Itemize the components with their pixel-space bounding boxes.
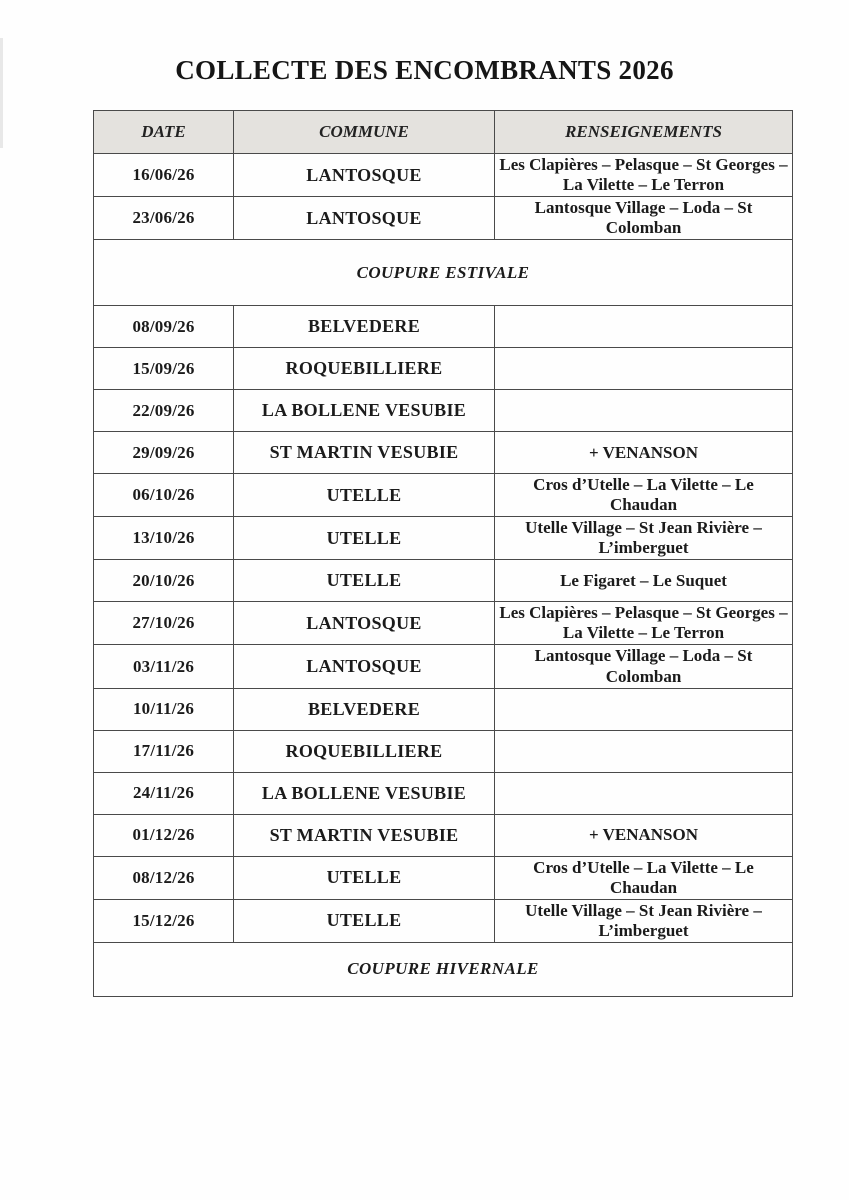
renseignements-cell: Lantosque Village – Loda – St Colomban (495, 645, 793, 688)
date-cell: 06/10/26 (94, 474, 234, 517)
commune-cell: UTELLE (234, 560, 495, 602)
page-title: COLLECTE DES ENCOMBRANTS 2026 (175, 55, 674, 85)
renseignements-cell: Le Figaret – Le Suquet (495, 560, 793, 602)
table-row (94, 517, 793, 560)
date-cell: 08/09/26 (94, 306, 234, 348)
column-header-commune: COMMUNE (234, 111, 495, 154)
season-break-label: COUPURE HIVERNALE (94, 942, 793, 996)
table-row (94, 197, 793, 240)
date-cell: 24/11/26 (94, 772, 234, 814)
table-row (94, 772, 793, 814)
column-header-date: DATE (94, 111, 234, 154)
date-cell: 29/09/26 (94, 432, 234, 474)
renseignements-cell (495, 306, 793, 348)
season-break-row (94, 240, 793, 306)
collection-schedule-table (93, 110, 793, 997)
column-header-renseignements: RENSEIGNEMENTS (495, 111, 793, 154)
table-row (94, 560, 793, 602)
date-cell: 17/11/26 (94, 730, 234, 772)
table-row (94, 154, 793, 197)
table-row (94, 602, 793, 645)
table-row (94, 645, 793, 688)
table-row (94, 730, 793, 772)
date-cell: 01/12/26 (94, 814, 234, 856)
renseignements-cell: Cros d’Utelle – La Vilette – Le Chaudan (495, 474, 793, 517)
table-row (94, 856, 793, 899)
date-cell: 10/11/26 (94, 688, 234, 730)
renseignements-cell: Les Clapières – Pelasque – St Georges – La Vilette – Le Terron (495, 602, 793, 645)
table-row (94, 432, 793, 474)
commune-cell: LANTOSQUE (234, 645, 495, 688)
commune-cell: UTELLE (234, 856, 495, 899)
renseignements-cell: Utelle Village – St Jean Rivière – L’imberguet (495, 517, 793, 560)
commune-cell: BELVEDERE (234, 306, 495, 348)
commune-cell: BELVEDERE (234, 688, 495, 730)
renseignements-cell: Utelle Village – St Jean Rivière – L’imberguet (495, 899, 793, 942)
commune-cell: UTELLE (234, 899, 495, 942)
commune-cell: LANTOSQUE (234, 197, 495, 240)
commune-cell: UTELLE (234, 474, 495, 517)
renseignements-cell (495, 730, 793, 772)
date-cell: 08/12/26 (94, 856, 234, 899)
table-row (94, 348, 793, 390)
commune-cell: ST MARTIN VESUBIE (234, 432, 495, 474)
date-cell: 15/12/26 (94, 899, 234, 942)
season-break-row (94, 942, 793, 996)
table-row (94, 814, 793, 856)
date-cell: 16/06/26 (94, 154, 234, 197)
renseignements-cell: Lantosque Village – Loda – St Colomban (495, 197, 793, 240)
date-cell: 15/09/26 (94, 348, 234, 390)
commune-cell: UTELLE (234, 517, 495, 560)
date-cell: 20/10/26 (94, 560, 234, 602)
table-row (94, 390, 793, 432)
table-row (94, 306, 793, 348)
renseignements-cell: + VENANSON (495, 432, 793, 474)
table-row (94, 474, 793, 517)
date-cell: 27/10/26 (94, 602, 234, 645)
commune-cell: LANTOSQUE (234, 154, 495, 197)
commune-cell: LA BOLLENE VESUBIE (234, 772, 495, 814)
date-cell: 23/06/26 (94, 197, 234, 240)
commune-cell: LA BOLLENE VESUBIE (234, 390, 495, 432)
date-cell: 03/11/26 (94, 645, 234, 688)
renseignements-cell: Cros d’Utelle – La Vilette – Le Chaudan (495, 856, 793, 899)
date-cell: 13/10/26 (94, 517, 234, 560)
commune-cell: LANTOSQUE (234, 602, 495, 645)
renseignements-cell (495, 348, 793, 390)
renseignements-cell: + VENANSON (495, 814, 793, 856)
commune-cell: ST MARTIN VESUBIE (234, 814, 495, 856)
renseignements-cell (495, 688, 793, 730)
table-row (94, 688, 793, 730)
season-break-label: COUPURE ESTIVALE (94, 240, 793, 306)
commune-cell: ROQUEBILLIERE (234, 348, 495, 390)
renseignements-cell (495, 772, 793, 814)
renseignements-cell: Les Clapières – Pelasque – St Georges – La Vilette – Le Terron (495, 154, 793, 197)
date-cell: 22/09/26 (94, 390, 234, 432)
renseignements-cell (495, 390, 793, 432)
commune-cell: ROQUEBILLIERE (234, 730, 495, 772)
header-row (94, 111, 793, 154)
table-row (94, 899, 793, 942)
